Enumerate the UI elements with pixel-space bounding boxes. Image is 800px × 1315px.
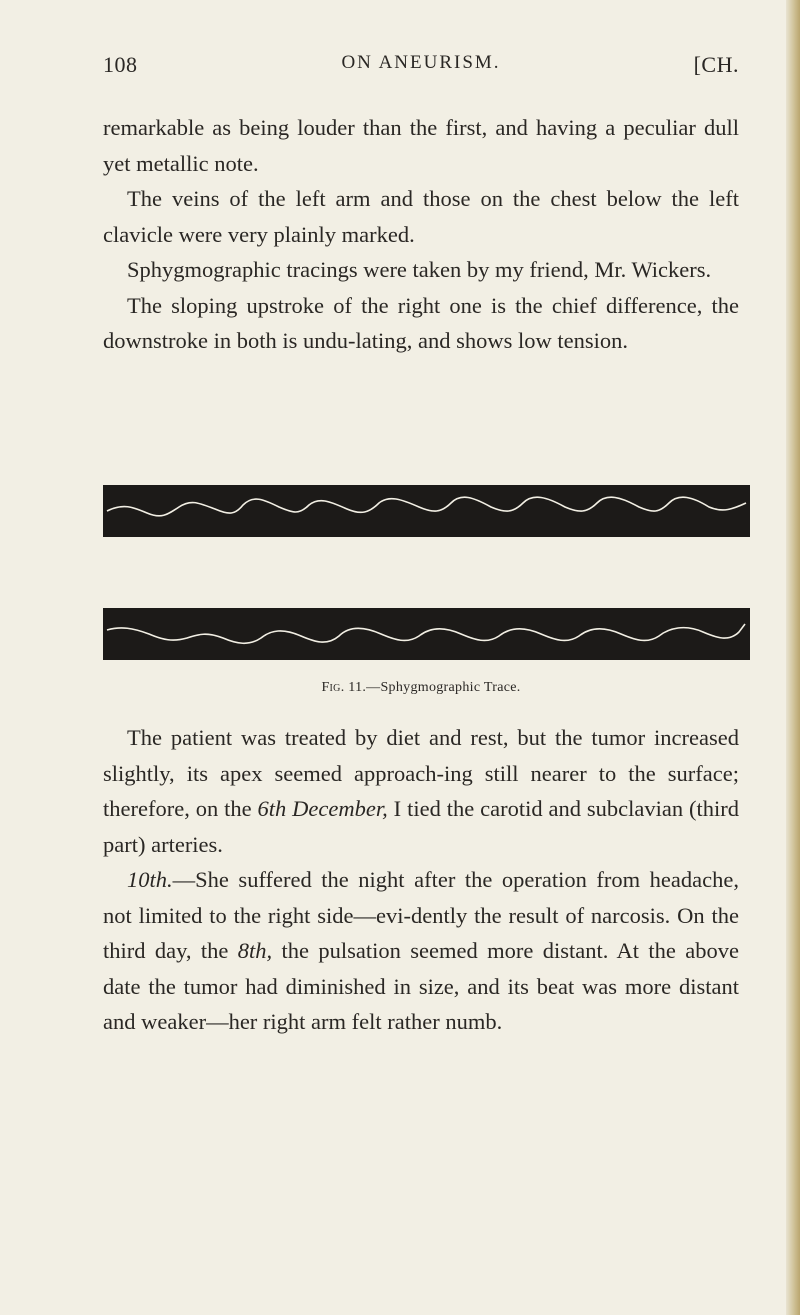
paragraph-tenth — [103, 862, 739, 1040]
paragraph-upstroke: The sloping upstroke of the right one is the chief difference, the downstroke in both is undu-lating, and shows low tension. — [103, 292, 739, 353]
paragraph-continuation: remarkable as being louder than the first, and having a peculiar dull yet metallic note. — [103, 115, 739, 176]
treatment-text-b: I tied the carotid and subclavian (third part) arteries. — [103, 796, 739, 857]
sphygmograph-trace-upper — [103, 485, 750, 537]
sphygmograph-trace-lower — [103, 608, 750, 660]
paragraph-veins: The veins of the left arm and those on the chest below the left clavicle were very plainly marked. — [103, 186, 739, 247]
page-number: 108 — [103, 52, 138, 77]
body-text-bottom — [103, 720, 739, 1040]
tenth-text-a: —She suffered the night after the operation from headache, not limited to the right side—evi-dently the result of narcosis. On the third day, the — [103, 867, 739, 963]
figure-label: Fig. 11. — [321, 680, 367, 695]
body-text-top — [103, 110, 739, 359]
tenth-date: 10th. — [127, 867, 173, 892]
page-edge — [786, 0, 800, 1315]
trace-upper-svg — [103, 485, 750, 537]
treatment-date: 6th December, — [257, 796, 388, 821]
running-header — [103, 52, 739, 84]
paragraph-treatment — [103, 720, 739, 862]
trace-lower-svg — [103, 608, 750, 660]
figure-caption — [103, 680, 739, 696]
figure-caption-text: —Sphygmographic Trace. — [366, 680, 521, 695]
eighth-date: 8th, — [237, 938, 273, 963]
running-title: ON ANEURISM. — [341, 52, 501, 73]
tenth-text-b: the pulsation seemed more distant. At the above date the tumor had diminished in size, and its beat was more distant and weaker—her right arm felt rather numb. — [103, 938, 739, 1034]
chapter-mark: [CH. — [693, 52, 739, 77]
trace-upper-line — [107, 497, 746, 516]
paragraph-tracings: Sphygmographic tracings were taken by my friend, Mr. Wickers. — [127, 257, 712, 282]
treatment-text-a: The patient was treated by diet and rest, but the tumor increased slightly, its apex seemed approach-ing still nearer to the surface; therefore, on the — [103, 725, 739, 821]
trace-lower-line — [107, 624, 745, 643]
